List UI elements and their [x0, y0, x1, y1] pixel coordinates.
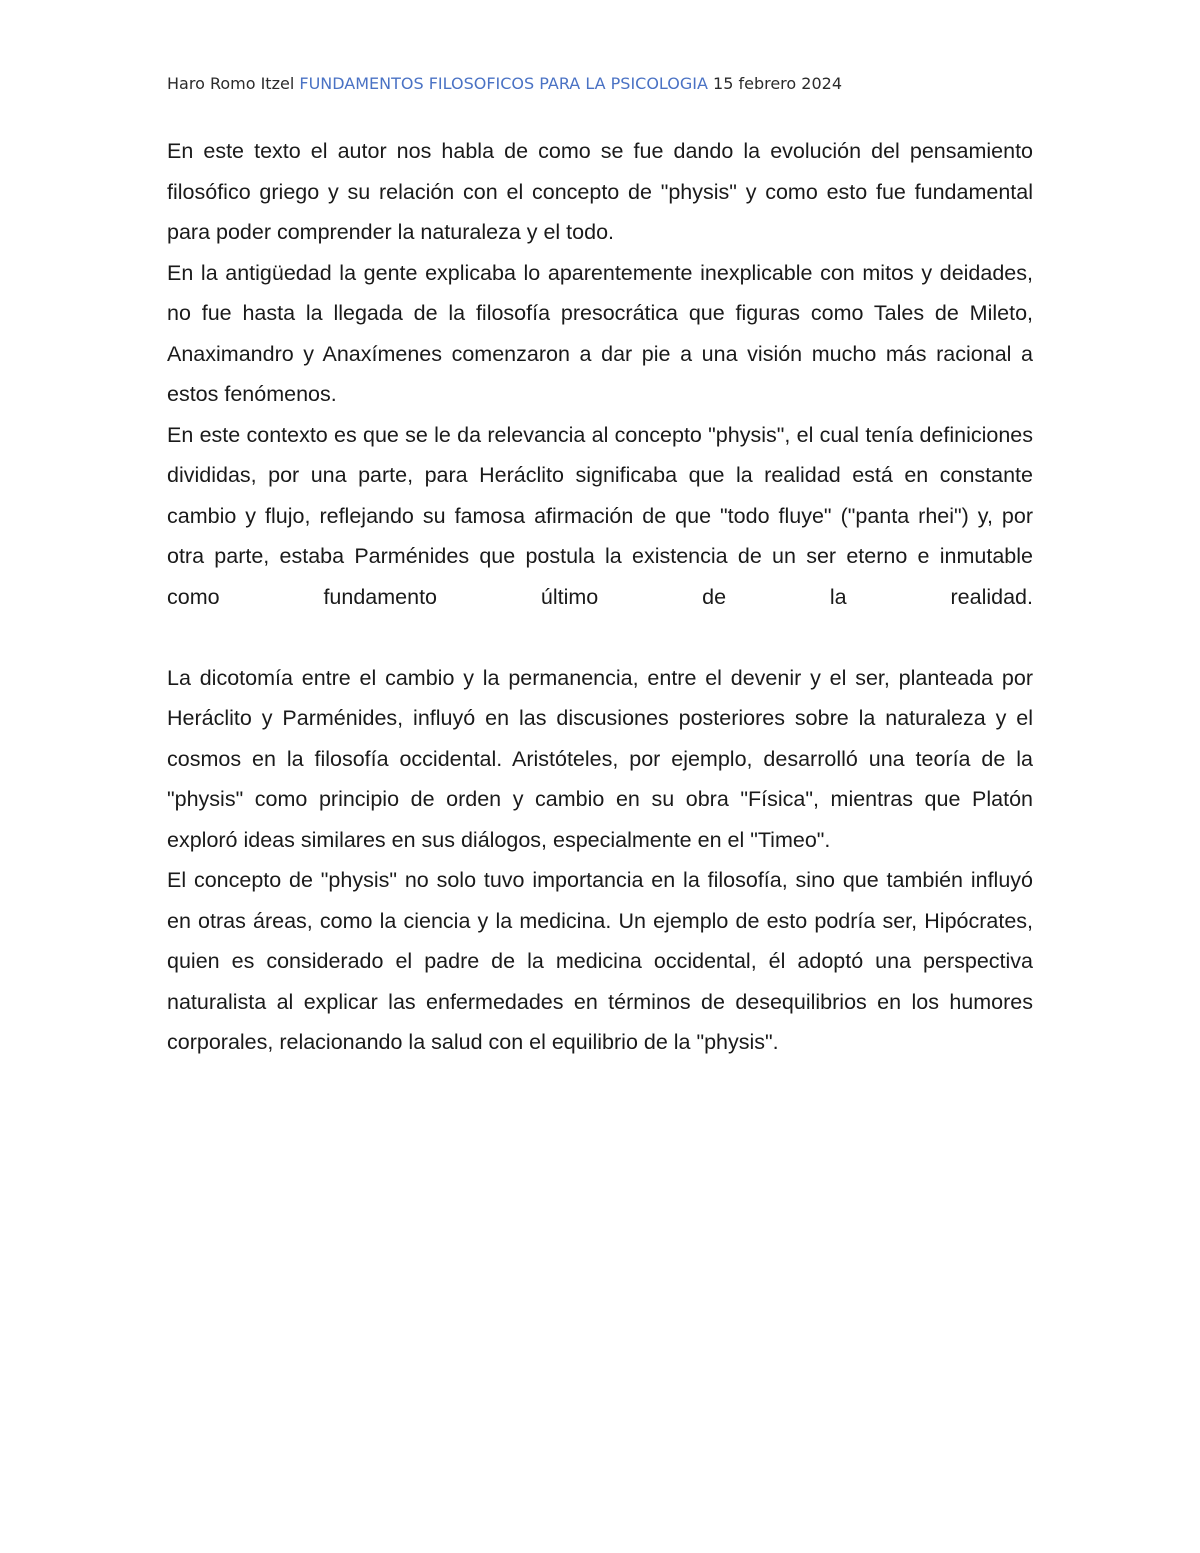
header-date: 15 febrero 2024: [713, 74, 842, 93]
document-body: [167, 131, 1033, 1063]
paragraph-spacer: [167, 617, 1033, 658]
page-header: [167, 72, 1047, 96]
header-author: Haro Romo Itzel: [167, 74, 295, 93]
paragraph-1: En este texto el autor nos habla de como se fue dando la evolución del pensamiento filosófico griego y su relación con el concepto de "physis" y como esto fue fundamental para poder comprender la naturaleza y el todo.: [167, 139, 1033, 244]
paragraph-4: La dicotomía entre el cambio y la permanencia, entre el devenir y el ser, planteada por Heráclito y Parménides, influyó en las discusiones posteriores sobre la naturaleza y el cosmos en la filosofía occidental. Aristóteles, por ejemplo, desarrolló una teoría de la "physis" como principio de orden y cambio en su obra "Física", mientras que Platón exploró ideas similares en sus diálogos, especialmente en el "Timeo".: [167, 665, 1033, 852]
paragraph-3: En este contexto es que se le da relevancia al concepto "physis", el cual tenía definiciones divididas, por una parte, para Heráclito significaba que la realidad está en constante cambio y flujo, reflejando su famosa afirmación de que "todo fluye" ("panta rhei") y, por otra parte, estaba Parménides que postula la existencia de un ser eterno e inmutable como fundamento último de la realidad.: [167, 422, 1033, 609]
paragraph-2: En la antigüedad la gente explicaba lo aparentemente inexplicable con mitos y deidades, no fue hasta la llegada de la filosofía presocrática que figuras como Tales de Mileto, Anaximandro y Anaxímenes comenzaron a dar pie a una visión mucho más racional a estos fenómenos.: [167, 260, 1033, 406]
paragraph-5: El concepto de "physis" no solo tuvo importancia en la filosofía, sino que también influyó en otras áreas, como la ciencia y la medicina. Un ejemplo de esto podría ser, Hipócrates, quien es considerado el padre de la medicina occidental, él adoptó una perspectiva naturalista al explicar las enfermedades en términos de desequilibrios en los humores corporales, relacionando la salud con el equilibrio de la "physis".: [167, 868, 1033, 1054]
header-course: FUNDAMENTOS FILOSOFICOS PARA LA PSICOLOGIA: [299, 74, 708, 93]
